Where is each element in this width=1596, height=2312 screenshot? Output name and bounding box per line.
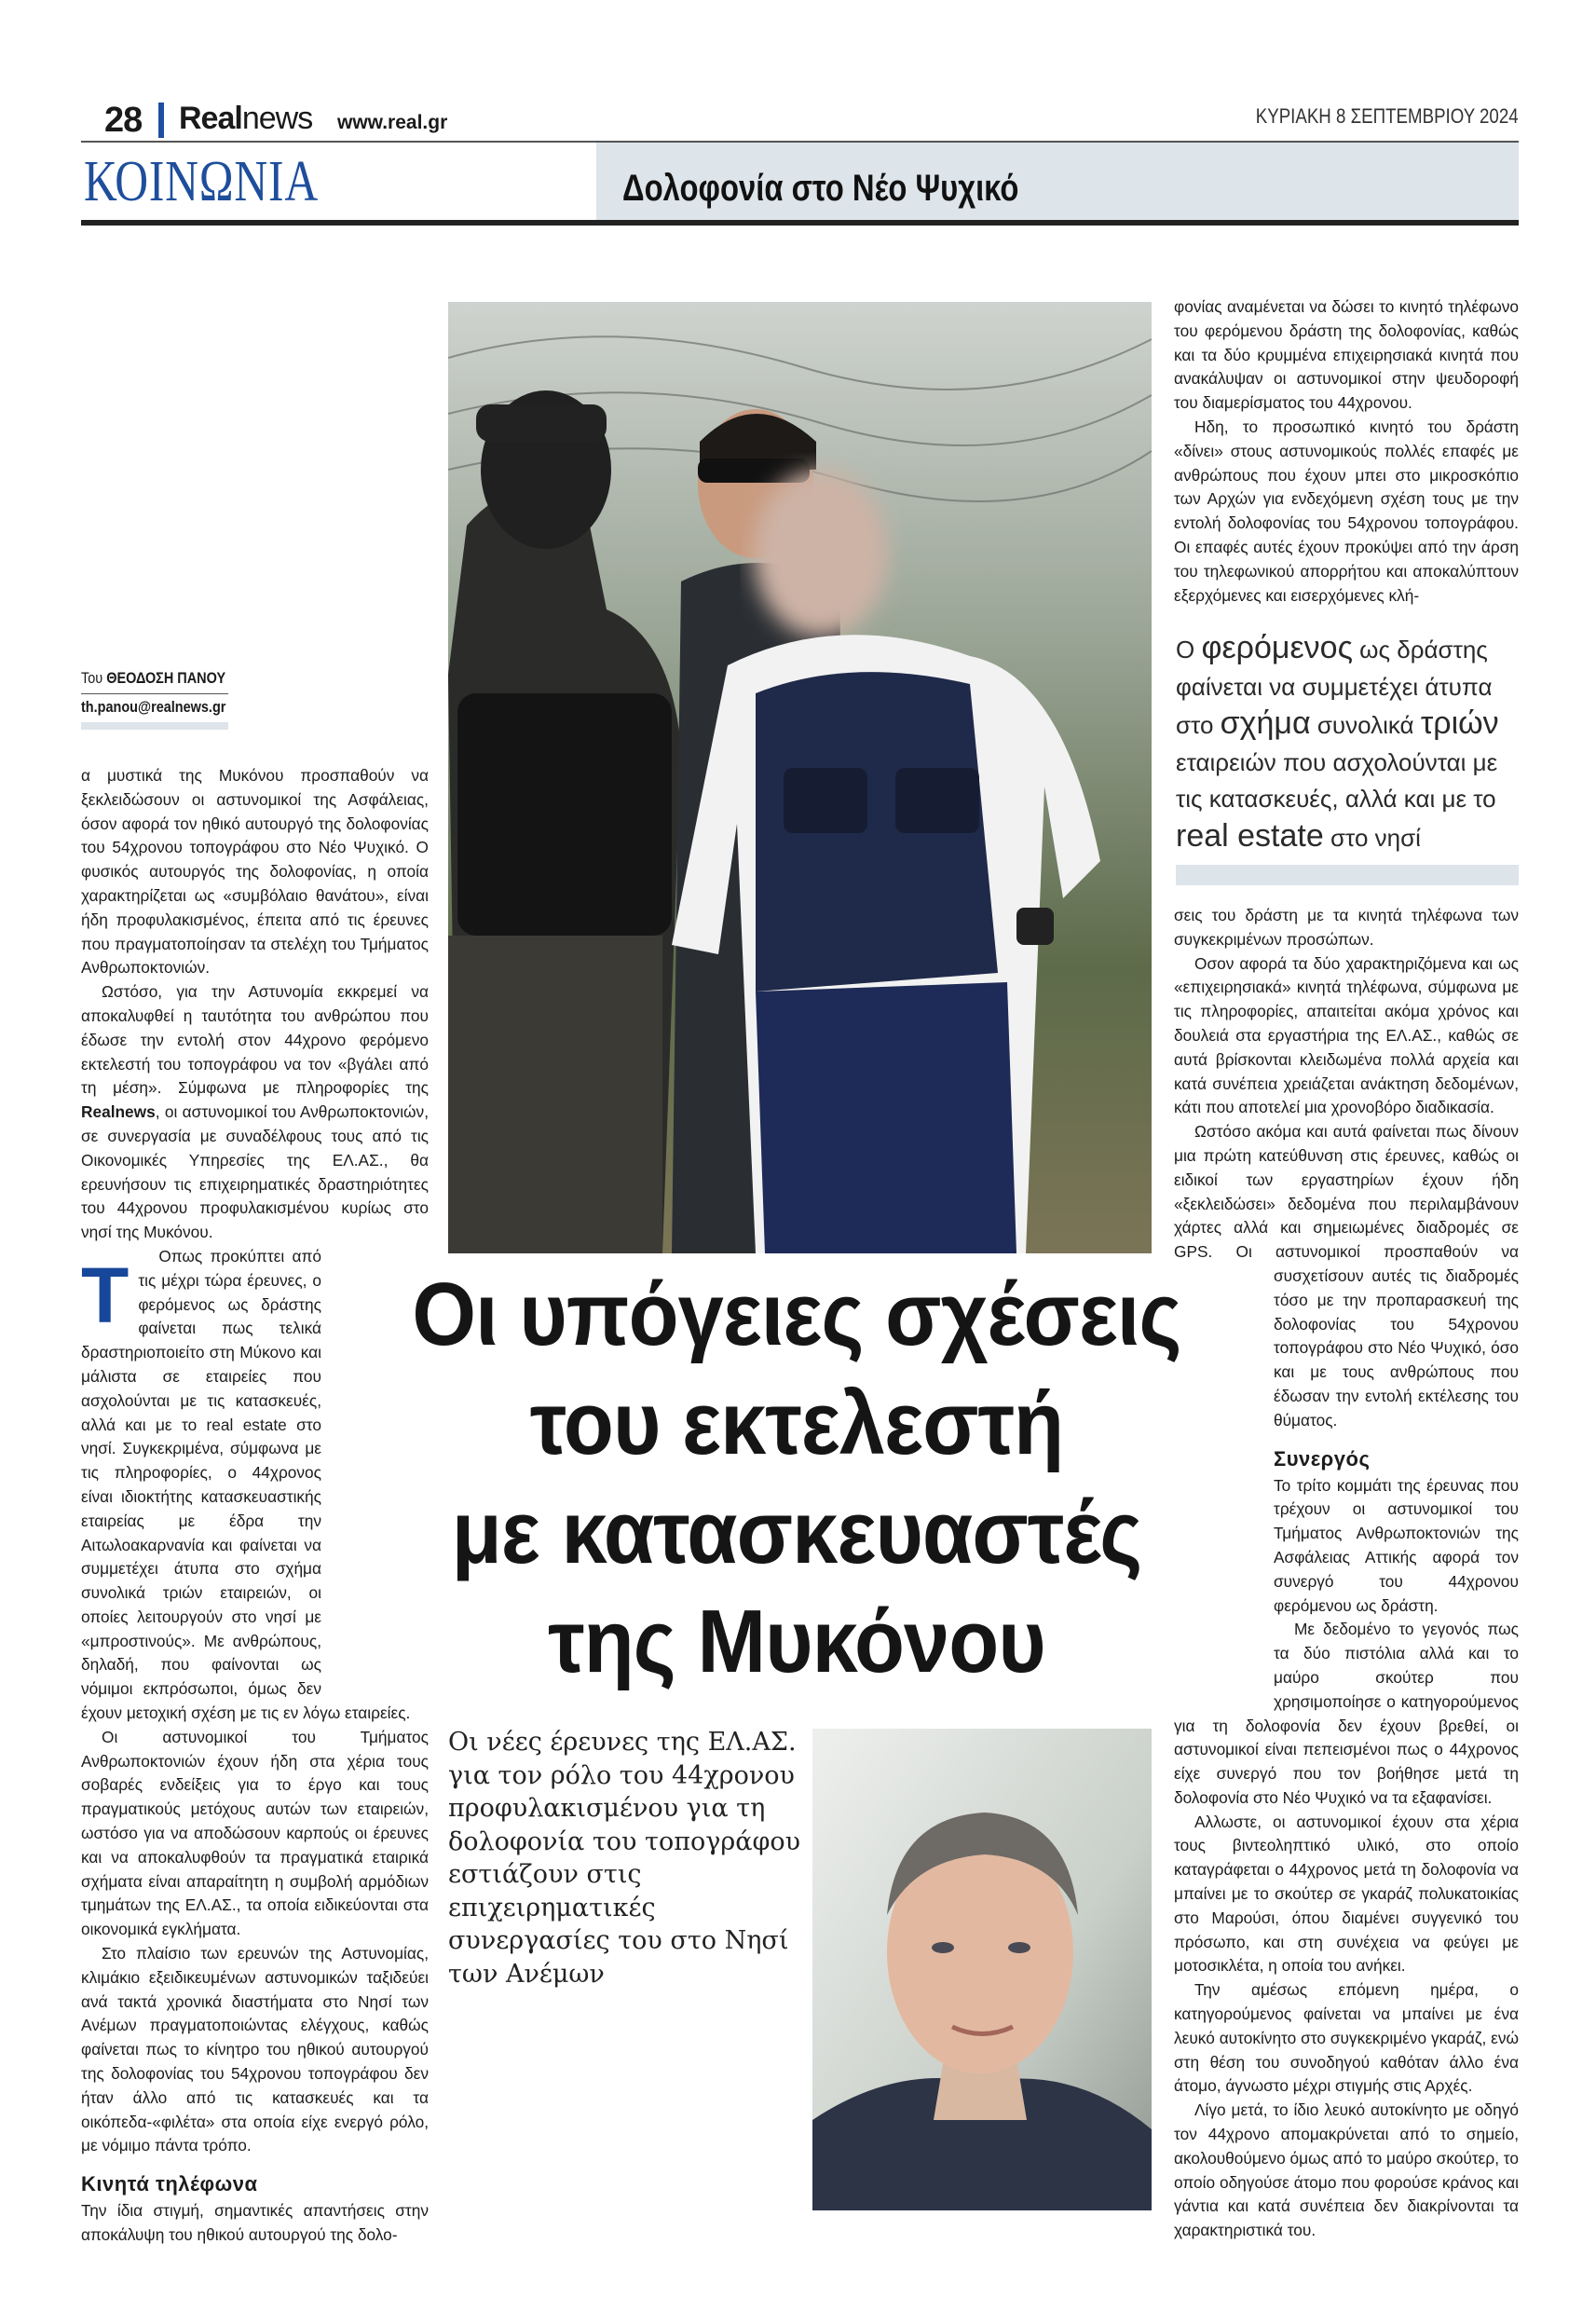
headline-line: Οι υπόγειες σχέσεις: [412, 1265, 1181, 1364]
portrait-photo: [812, 1729, 1152, 2210]
paragraph-text: Ωστόσο, για την Αστυνομία εκκρεμεί να αποκαλυφθεί η ταυτότητα του ανθρώπου που έδωσε την εντολή στον 44χρονο φερόμενο εκτελεστή του τοπογράφου να τον «βγάλει από τη μέση». Σύμφωνα με πληροφορίες της: [81, 982, 429, 1098]
section-title: ΚΟΙΝΩΝΙΑ: [84, 150, 319, 213]
quote-emphasis: σχήμα: [1220, 705, 1311, 741]
deck-summary: Οι νέες έρευνες της ΕΛ.ΑΣ. για τον ρόλο του 44χρονου προφυλακισμένου για τη δολοφονία του τοπογράφου εστιάζουν στις επιχειρηματικές συνεργασίες του στο Νησί των Ανέμων: [448, 1728, 801, 1989]
article-paragraph: [81, 980, 429, 1245]
brand-logo: [179, 101, 312, 137]
subheading: Κινητά τηλέφωνα: [81, 2172, 258, 2196]
quote-emphasis: τριών: [1420, 705, 1499, 741]
article-paragraph: Την αμέσως επόμενη ημέρα, ο κατηγορούμενος φαίνεται να μπαίνει με ένα λευκό αυτοκίνητο στο συγκεκριμένο γκαράζ, ενώ στη θέση του συνοδηγού καθόταν άλλο ένα άτομο, άγνωστο μέχρι στιγμής στις Αρχές.: [1174, 1980, 1519, 2096]
quote-text: Ο: [1176, 636, 1202, 664]
story-kicker: Δολοφονία στο Νέο Ψυχικό: [622, 168, 1019, 209]
article-paragraph: Οσον αφορά τα δύο χαρακτηριζόμενα και ως «επιχειρησιακά» κινητά τηλέφωνα, σύμφωνα με τις πληροφορίες, απαιτείται ακόμα χρόνος και δουλειά στα εργαστήρια της ΕΛ.ΑΣ., καθώς σε αυτά βρίσκονται κλειδωμένα πολλά αρχεία και κατά συνέπεια χρειάζεται ανάκτηση δεδομένων, κάτι που αποτελεί μια χρονοβόρο διαδικασία.: [1174, 953, 1519, 1117]
article-paragraph: φονίας αναμένεται να δώσει το κινητό τηλέφωνο του φερόμενου δράστη της δολοφονίας, καθώς και τα δύο κρυμμένα επιχειρησιακά κινητά που ανακάλυψαν οι αστυνομικοί στην ψευδοροφή του διαμερίσματος του 44χρονου.: [1174, 297, 1519, 413]
headline-line: με κατασκευαστές: [451, 1483, 1142, 1582]
byline-prefix: Του: [81, 669, 103, 687]
subheading: Συνεργός: [1274, 1446, 1371, 1471]
paragraph-text: , οι αστυνομικοί του Ανθρωποκτονιών, σε συνεργασία με συναδέλφους τους από τις Οικονομικές Υπηρεσίες της ΕΛ.ΑΣ., θα ερευνήσουν τις επιχειρηματικές δραστηριότητες του 44χρονου προφυλακισμένου κυρίως στο νησί της Μυκόνου.: [81, 1102, 429, 1242]
headline: [326, 1260, 1267, 1696]
byline: [81, 669, 230, 730]
article-paragraph: Στο πλαίσιο των ερευνών της Αστυνομίας, κλιμάκιο εξειδικευμένων αστυνομικών ταξιδεύει ανά τακτά χρονικά διαστήματα στο Νησί των Ανέμων πραγματοποιώντας ελέγχους, καθώς φαίνεται πως το κίνητρο του ηθικού αυτουργού της δολοφονίας του 54χρονου τοπογράφου δεν ήταν άλλο από τις κατασκευές και τα οικόπεδα-«φιλέτα» στα οποία είχε ενεργό ρόλο, με νόμιμο πάντα τρόπο.: [81, 1944, 429, 2155]
byline-rule: [81, 693, 228, 694]
article-paragraph: Την ίδια στιγμή, σημαντικές απαντήσεις στην αποκάλυψη του ηθικού αυτουργού της δολο-: [81, 2201, 429, 2245]
main-photo: [448, 302, 1152, 1253]
pull-quote: [1176, 630, 1521, 856]
paragraph-text: α μυστικά της Μυκόνου προσπαθούν να ξεκλειδώσουν οι αστυνομικοί της Ασφάλειας, όσον αφορά τον ηθικό αυτουργό της δολοφονίας του 54χρονου τοπογράφου στο Νέο Ψυχικό. Ο φυσικός αυτουργός της δολοφονίας, η οποία χαρακτηρίζεται ως «συμβόλαιο θανάτου», είναι ήδη προφυλακισμένος, έπειτα από τις έρευνες που πραγματοποίησαν τα στελέχη του Τμήματος Ανθρωποκτονιών.: [81, 766, 429, 978]
quote-text: εταιρειών που ασχολούνται με τις κατασκευές, αλλά και με το: [1176, 747, 1498, 813]
byline-author: [81, 669, 226, 688]
brand-logo-bold: Real: [179, 101, 242, 136]
headline-line: της Μυκόνου: [548, 1592, 1045, 1691]
page-number: 28: [104, 101, 143, 140]
article-paragraph: Με δεδομένο το γεγονός πως τα δύο πιστόλια αλλά και το μαύρο σκούτερ που χρησιμοποίησε ο κατηγορούμενος για τη δολοφονία δεν έχουν βρεθεί, οι αστυνομικοί είναι πεπεισμένοι πως ο 44χρονος είχε συνεργό που τον βοήθησε μετά τη δολοφονία στο Νέο Ψυχικό να τα εξαφανίσει.: [1174, 1620, 1519, 1807]
drop-cap: Τ: [81, 1252, 130, 1339]
quote-text: στο νησί: [1323, 823, 1421, 852]
article-paragraph: Λίγο μετά, το ίδιο λευκό αυτοκίνητο με οδηγό τον 44χρονο απομακρύνεται από το σημείο, ακολουθούμενο όμως από το μαύρο σκούτερ, το οποίο οδηγούσε άτομο που φορούσε κράνος και γάντια και κατά συνέπεια δεν διακρίνονται τα χαρακτηριστικά του.: [1174, 2100, 1519, 2240]
issue-date: ΚΥΡΙΑΚΗ 8 ΣΕΠΤΕΜΒΡΙΟΥ 2024: [1256, 104, 1519, 128]
article-paragraph: Αλλωστε, οι αστυνομικοί έχουν στα χέρια τους βιντεοληπτικό υλικό, στο οποίο καταγράφεται ο 44χρονος μετά τη δολοφονία να μπαίνει με το σκούτερ σε γκαράζ πολυκατοικίας στο Μαρούσι, όπου διαμένει συγγενικό του πρόσωπο, και στη συνέχεια να φεύγει με μοτοσικλέτα, η οποία του ανήκει.: [1174, 1812, 1519, 1976]
article-column-right-top: [1174, 295, 1519, 608]
brand-mention: Realnews: [81, 1102, 156, 1122]
photo-portrait-man-image: [812, 1729, 1152, 2210]
article-paragraph: Ηδη, το προσωπικό κινητό του δράστη «δίνει» στους αστυνομικούς πολλές επαφές με ανθρώπους που έχουν μπει στο μικροσκόπιο των Αρχών για ενδεχόμενη σχέση τους με την εντολή δολοφονίας του 54χρονου τοπογράφου. Οι επαφές αυτές έχουν προκύψει από την άρση του τηλεφωνικού απορρήτου και αποκαλύπτουν εξερχόμενες και εισερχόμενες κλή-: [1174, 417, 1519, 605]
quote-emphasis: φερόμενος: [1201, 630, 1353, 665]
page-number-divider: [158, 103, 164, 138]
article-paragraph: Οπως προκύπτει από τις μέχρι τώρα έρευνες, ο φερόμενος ως δράστης φαίνεται πως τελικά δραστηριοποιείτο στη Μύκονο και μάλιστα σε εταιρείες που ασχολούνται με τις κατασκευές, αλλά και με το real estate στο νησί. Συγκεκριμένα, σύμφωνα με τις πληροφορίες, ο 44χρονος είναι ιδιοκτήτης κατασκευαστικής εταιρείας με έδρα την Αιτωλοακαρνανία και φαίνεται να συμμετέχει άτυπα στο σχήμα συνολικά τριών εταιρειών, οι οποίες λειτουργούν στο νησί με «μπροστινούς». Με ανθρώπους, δηλαδή, που φαίνονται ως νόμιμοι εκπρόσωποι, όμως δεν έχουν μετοχική σχέση με τις εν λόγω εταιρείες.: [81, 1246, 411, 1723]
section-rule: [81, 220, 1519, 226]
quote-text: συνολικά: [1310, 711, 1421, 739]
article-paragraph: σεις του δράστη με τα κινητά τηλέφωνα των συγκεκριμένων προσώπων.: [1174, 906, 1519, 949]
quote-text: ως δράστης φαίνεται να συμμετέχει άτυπα στο: [1176, 636, 1493, 739]
article-paragraph: Οι αστυνομικοί του Τμήματος Ανθρωποκτονιών έχουν ήδη στα χέρια τους σοβαρές ενδείξεις για το έργο και τους πραγματικούς μετόχους αυτών των εταιρειών, ωστόσο για να αποδώσουν καρπούς οι έρευνες και να αποκαλυφθούν τα πραγματικά εταιρικά σχήματα είναι απαραίτητη η συμβολή αρμόδιων τμημάτων της ΕΛ.ΑΣ., τα οποία ειδικεύονται στα οικονομικά εγκλήματα.: [81, 1727, 429, 1939]
quote-emphasis: real estate: [1176, 817, 1324, 854]
article-paragraph: Ωστόσο ακόμα και αυτά φαίνεται πως δίνουν μια πρώτη κατεύθυνση στις έρευνες, καθώς οι ειδικοί των εργαστηρίων έχουν ήδη «ξεκλειδώσει» δεδομένα που περιλαμβάνουν χάρτες αλλά και σημειωμένες διαδρομές σε GPS. Οι αστυνομικοί προσπαθούν να συσχετίσουν αυτές τις διαδρομές τόσο με την προπαρασκευή της δολοφονίας του 54χρονου τοπογράφου στο Νέο Ψυχικό, όσο και με τους ανθρώπους που έδωσαν την εντολή εκτέλεσης του θύματος.: [1174, 1122, 1519, 1430]
article-paragraph: Το τρίτο κομμάτι της έρευνας που τρέχουν οι αστυνομικοί του Τμήματος Ανθρωποκτονιών της Ασφάλειας Αττικής αφορά τον συνεργό του 44χρονου φερόμενου ως δράστη.: [1274, 1475, 1519, 1615]
photo-arrest-escort-image: [448, 302, 1152, 1253]
author-name: ΘΕΟΔΟΣΗ ΠΑΝΟΥ: [106, 669, 226, 687]
headline-line: του εκτελεστή: [529, 1374, 1064, 1473]
byline-bar: [81, 722, 228, 730]
author-email[interactable]: th.panou@realnews.gr: [81, 698, 226, 716]
pull-quote-bar: [1176, 865, 1519, 885]
article-column-right-bottom: [1174, 904, 1519, 2243]
website-url: www.real.gr: [337, 112, 448, 133]
brand-logo-light: news: [241, 101, 313, 136]
